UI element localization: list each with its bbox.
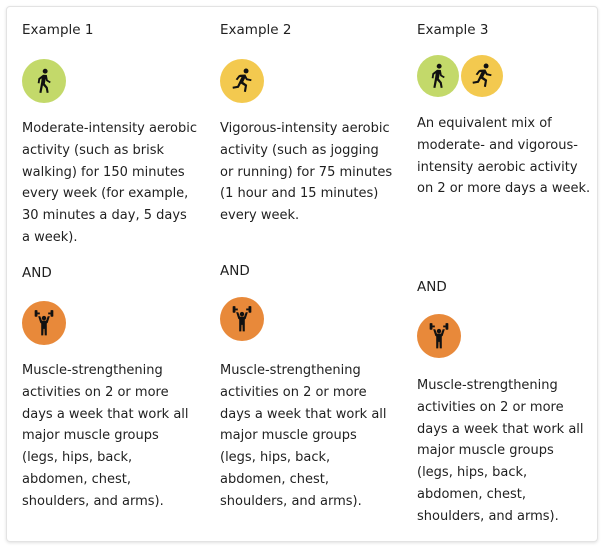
running-icon	[461, 55, 503, 97]
running-icon	[220, 59, 264, 103]
and-label: AND	[417, 279, 447, 295]
muscle-description: Muscle-strengthening activities on 2 or more days a week that work all major muscle groups (legs, hips, back, abdomen, chest, shoulders, and arms).	[22, 363, 189, 509]
example-heading: Example 1	[22, 22, 94, 38]
muscle-description: Muscle-strengthening activities on 2 or more days a week that work all major muscle groups (legs, hips, back, abdomen, chest, shoulders, and arms).	[220, 363, 387, 509]
aerobic-description: Vigorous-intensity aerobic activity (such as jogging or running) for 75 minutes (1 hour and 15 minutes) every week.	[220, 121, 393, 224]
and-label: AND	[220, 263, 250, 279]
walking-icon	[22, 59, 66, 103]
example-heading: Example 2	[220, 22, 292, 38]
example-heading: Example 3	[417, 22, 489, 38]
activity-examples-card	[6, 6, 598, 542]
aerobic-description: Moderate-intensity aerobic activity (such as brisk walking) for 150 minutes every week (for example, 30 minutes a day, 5 days a week).	[22, 121, 197, 245]
weightlifting-icon	[22, 301, 66, 345]
and-label: AND	[22, 265, 52, 281]
weightlifting-icon	[220, 297, 264, 341]
walking-icon	[417, 55, 459, 97]
muscle-description: Muscle-strengthening activities on 2 or more days a week that work all major muscle groups (legs, hips, back, abdomen, chest, shoulders, and arms).	[417, 378, 584, 524]
weightlifting-icon	[417, 314, 461, 358]
aerobic-description: An equivalent mix of moderate- and vigorous-intensity aerobic activity on 2 or more days a week.	[417, 116, 591, 197]
